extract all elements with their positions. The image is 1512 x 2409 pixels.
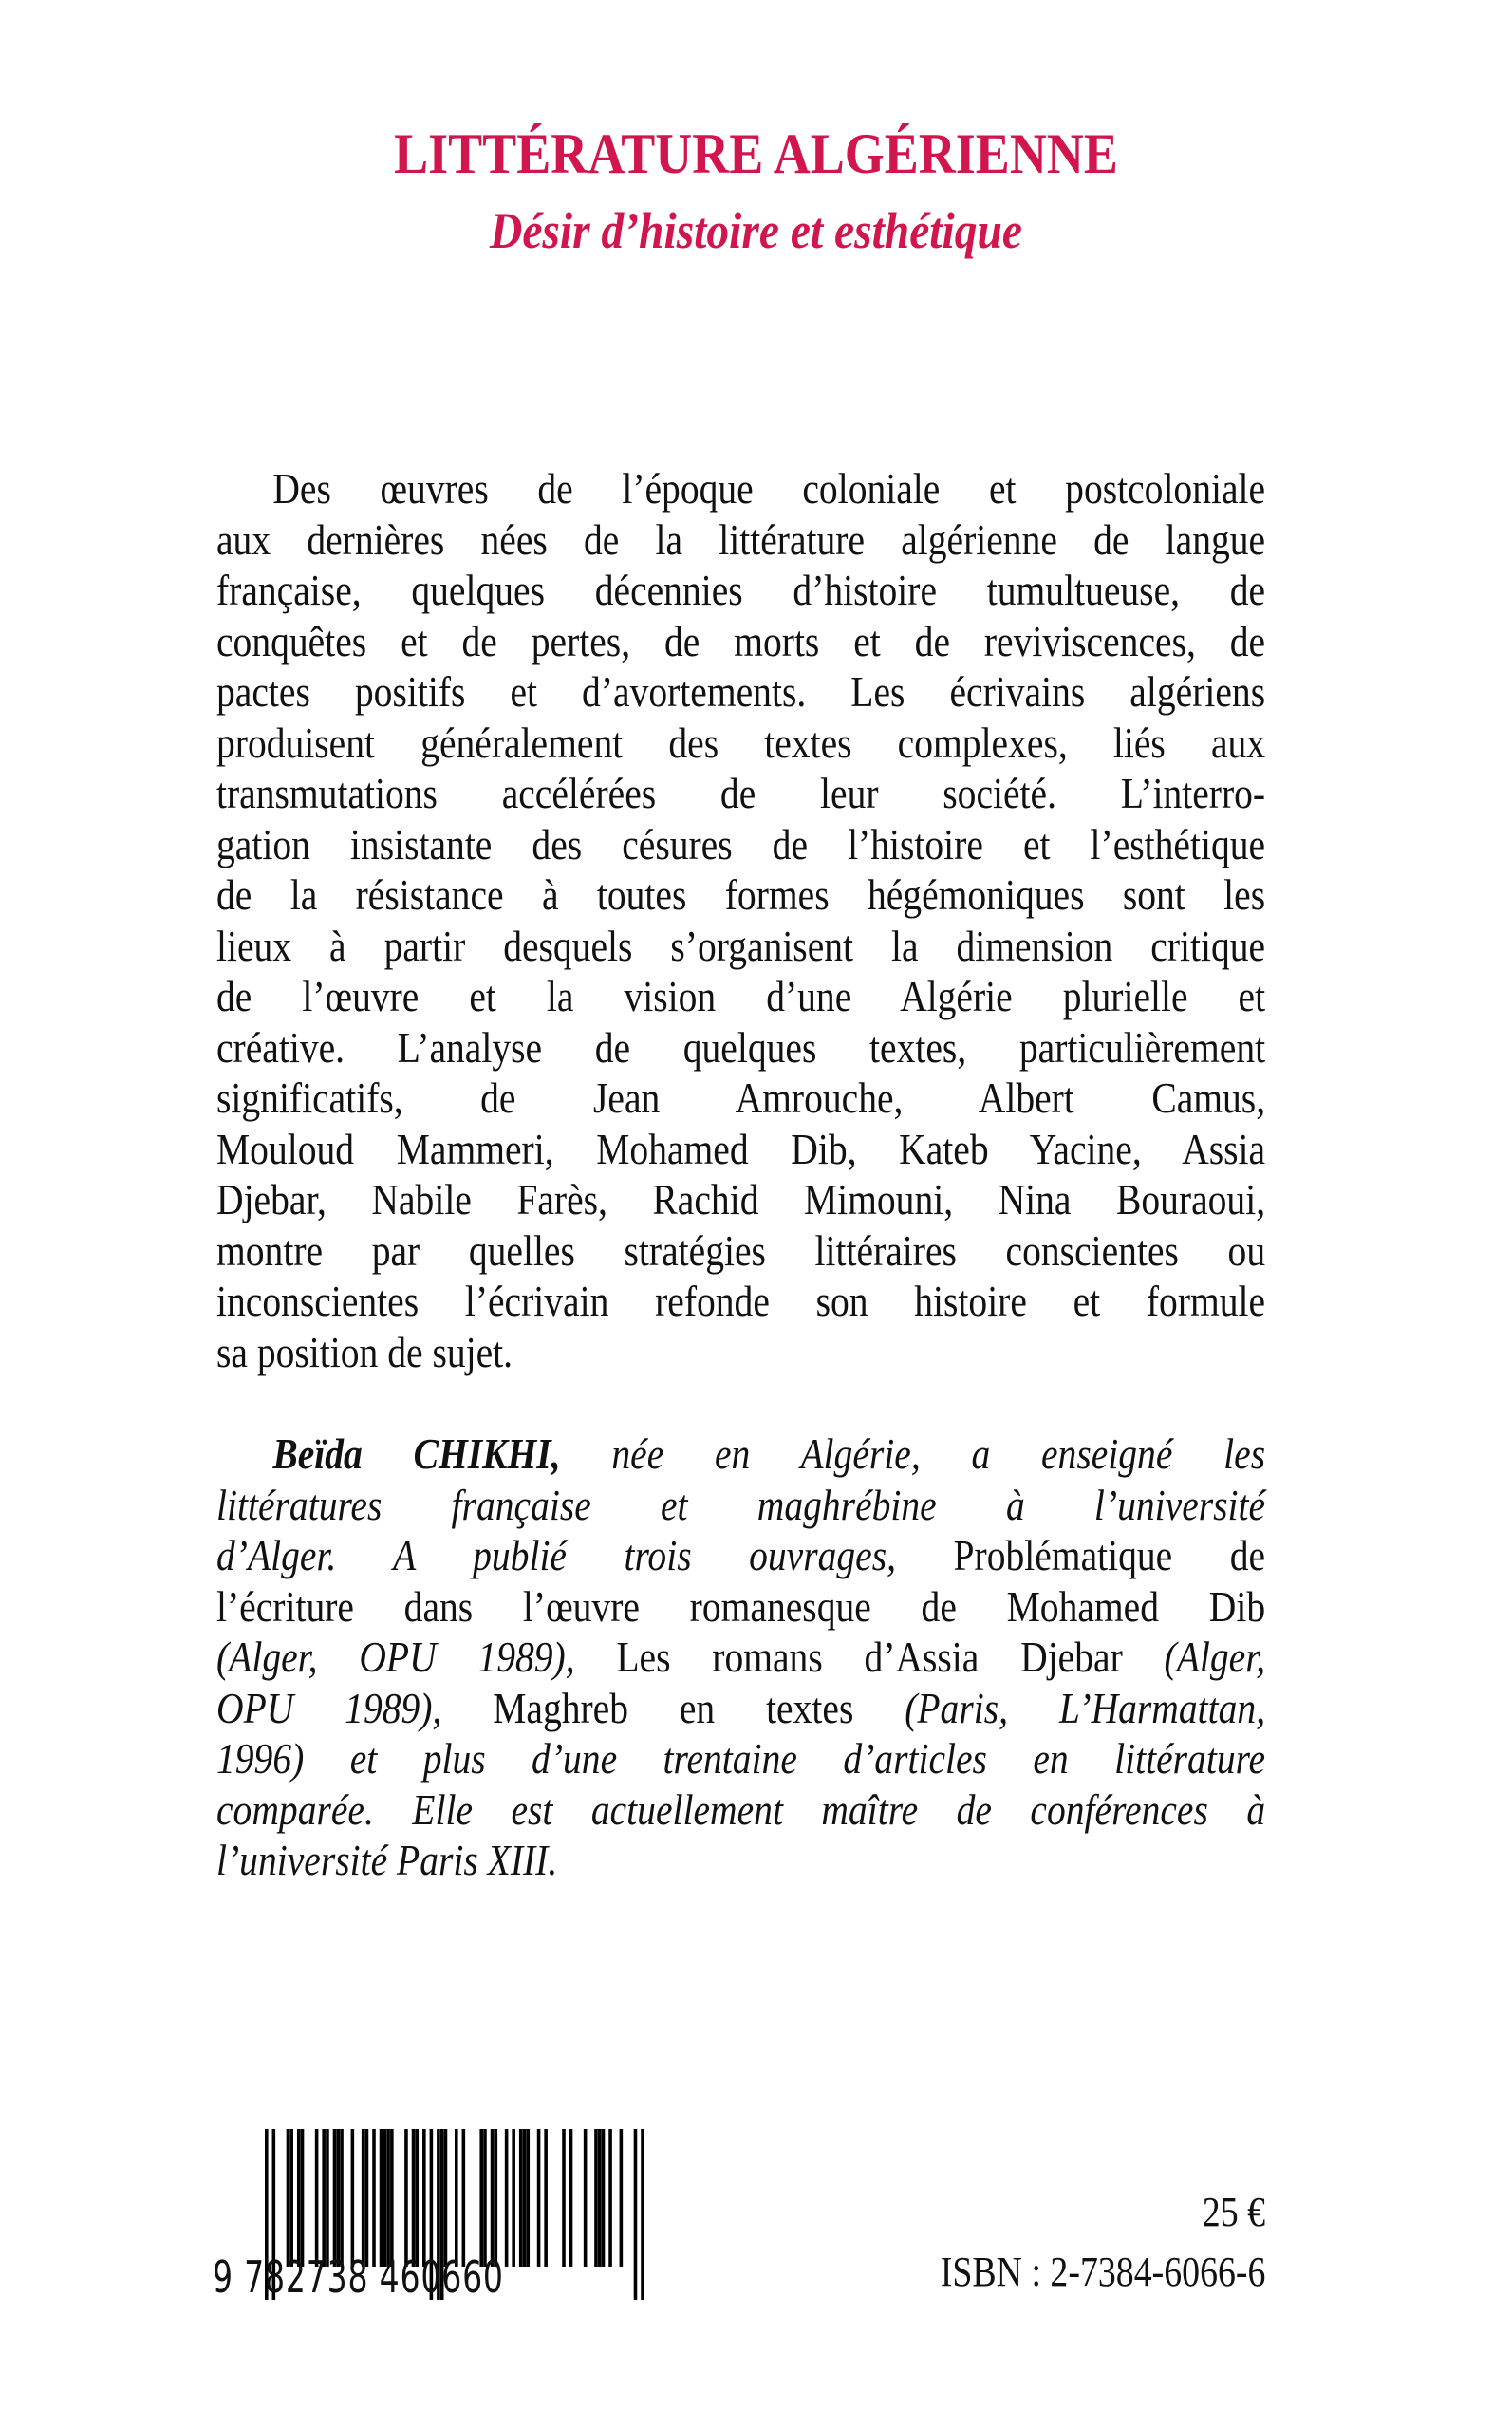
barcode-bar bbox=[383, 2129, 387, 2267]
barcode-bar bbox=[315, 2129, 319, 2267]
price: 25 € bbox=[1202, 2189, 1265, 2235]
barcode-bar bbox=[336, 2129, 340, 2267]
bio-text-segment: OPU 1989), bbox=[216, 1683, 442, 1732]
summary-line: inconscientes l’écrivain refonde son histoire et formule bbox=[216, 1277, 1266, 1325]
barcode-bar bbox=[544, 2129, 548, 2267]
barcode-digits: 9 782738 460660 bbox=[213, 2251, 504, 2303]
bio-line bbox=[216, 1429, 1265, 1480]
bio-line bbox=[216, 1530, 1265, 1581]
barcode-bar bbox=[519, 2129, 523, 2267]
bio-line bbox=[216, 1835, 1265, 1886]
barcode-bar bbox=[322, 2129, 326, 2267]
summary-line: pactes positifs et d’avortements. Les écrivains algériens bbox=[216, 667, 1266, 716]
book-reference: l’écriture dans l’œuvre romanesque de Mohamed Dib bbox=[216, 1581, 1266, 1631]
barcode-bar bbox=[287, 2129, 290, 2267]
summary-line: Djebar, Nabile Farès, Rachid Mimouni, Nina Bouraoui, bbox=[216, 1175, 1266, 1223]
book-subtitle: Désir d’histoire et esthétique bbox=[490, 202, 1022, 259]
bio-text-segment: 1996) et plus d’une trentaine d’articles en littérature bbox=[216, 1734, 1266, 1783]
barcode-bar bbox=[455, 2129, 458, 2267]
barcode-bar bbox=[444, 2129, 448, 2267]
bio-text-segment: comparée. Elle est actuellement maître de conférences à bbox=[216, 1784, 1266, 1834]
barcode-bar bbox=[372, 2129, 376, 2267]
barcode-bar bbox=[326, 2129, 329, 2267]
book-reference: Maghreb en textes bbox=[441, 1683, 905, 1732]
barcode-bar bbox=[495, 2129, 498, 2267]
barcode-bar bbox=[340, 2129, 344, 2267]
barcode-bar bbox=[479, 2129, 483, 2267]
barcode-bar bbox=[537, 2129, 541, 2267]
summary-line: produisent généralement des textes complexes, liés aux bbox=[216, 718, 1266, 767]
summary-line: Des œuvres de l’époque coloniale et postcoloniale bbox=[272, 464, 1266, 513]
summary-line: conquêtes et de pertes, de morts et de reviviscences, de bbox=[216, 616, 1266, 665]
barcode-bar bbox=[422, 2129, 426, 2267]
summary-line: sa position de sujet. bbox=[216, 1327, 513, 1376]
barcode-bar bbox=[505, 2129, 509, 2267]
barcode-bar bbox=[569, 2129, 573, 2267]
barcode-bar bbox=[365, 2129, 369, 2267]
bio-text-segment: l’université Paris XIII. bbox=[216, 1836, 558, 1884]
author-name: Beïda CHIKHI, bbox=[272, 1429, 561, 1478]
summary-line: lieux à partir desquels s’organisent la dimension critique bbox=[216, 921, 1266, 970]
summary-line: aux dernières nées de la littérature algérienne de langue bbox=[216, 514, 1266, 564]
bio-line bbox=[216, 1784, 1265, 1836]
barcode-bar bbox=[351, 2129, 355, 2267]
barcode-bar bbox=[380, 2129, 383, 2267]
barcode-bar bbox=[297, 2129, 301, 2267]
bio-line bbox=[216, 1632, 1265, 1683]
barcode-bar bbox=[512, 2129, 515, 2267]
summary-line: significatifs, de Jean Amrouche, Albert Camus, bbox=[216, 1074, 1266, 1122]
barcode-bar bbox=[362, 2129, 365, 2267]
barcode-bar bbox=[641, 2129, 644, 2300]
summary-line: gation insistante des césures de l’histoire et l’esthétique bbox=[216, 819, 1266, 868]
summary-line: Mouloud Mammeri, Mohamed Dib, Kateb Yacine, Assia bbox=[216, 1124, 1266, 1173]
barcode-bar bbox=[483, 2129, 487, 2267]
book-title: LITTÉRATURE ALGÉRIENNE bbox=[394, 122, 1118, 185]
bio-text-segment: née en Algérie, a enseigné les bbox=[560, 1429, 1266, 1478]
barcode-bar bbox=[412, 2129, 416, 2267]
bio-line bbox=[216, 1480, 1265, 1531]
bio-line bbox=[216, 1683, 1265, 1734]
bio-text-segment: (Alger, OPU 1989), bbox=[216, 1633, 575, 1681]
barcode-bar bbox=[526, 2129, 530, 2267]
summary-line: transmutations accélérées de leur société. L’interro- bbox=[216, 769, 1266, 817]
summary-line: de la résistance à toutes formes hégémoniques sont les bbox=[216, 870, 1266, 919]
bio-line bbox=[216, 1733, 1265, 1784]
bio-text-segment: d’Alger. A publié trois ouvrages, bbox=[216, 1531, 954, 1579]
barcode-bar bbox=[523, 2129, 527, 2267]
summary-line: montre par quelles stratégies littéraires conscientes ou bbox=[216, 1225, 1266, 1275]
barcode-bar bbox=[602, 2129, 606, 2267]
barcode-bar bbox=[562, 2129, 566, 2267]
summary-line: de l’œuvre et la vision d’une Algérie plurielle et bbox=[216, 972, 1266, 1020]
isbn: ISBN : 2-7384-6066-6 bbox=[940, 2249, 1265, 2295]
book-reference: Problématique de bbox=[953, 1531, 1266, 1579]
barcode-bar bbox=[594, 2129, 598, 2267]
book-reference: Les romans d’Assia Djebar bbox=[574, 1633, 1165, 1681]
barcode-bar bbox=[415, 2129, 419, 2267]
summary-paragraph bbox=[216, 463, 1265, 1377]
barcode-bar bbox=[462, 2129, 466, 2267]
barcode-bar bbox=[620, 2129, 624, 2267]
barcode-bar bbox=[333, 2129, 337, 2267]
bio-text-segment: (Alger, bbox=[1164, 1633, 1266, 1681]
barcode-bar bbox=[390, 2129, 394, 2267]
barcode-bar bbox=[289, 2129, 293, 2267]
author-bio-paragraph bbox=[216, 1429, 1265, 1886]
barcode-bar bbox=[491, 2129, 495, 2267]
barcode-bar bbox=[634, 2129, 638, 2300]
bio-text-segment: (Paris, L’Harmattan, bbox=[905, 1683, 1266, 1732]
barcode-bar bbox=[598, 2129, 602, 2267]
bio-text-segment: littératures française et maghrébine à l’université bbox=[216, 1480, 1266, 1529]
barcode-bar bbox=[301, 2129, 305, 2267]
barcode-bar bbox=[608, 2129, 612, 2267]
barcode-bar bbox=[404, 2129, 408, 2267]
summary-line: française, quelques décennies d’histoire tumultueuse, de bbox=[216, 566, 1266, 614]
summary-line: créative. L’analyse de quelques textes, particulièrement bbox=[216, 1022, 1266, 1072]
bio-line bbox=[216, 1581, 1265, 1633]
barcode-bar bbox=[584, 2129, 588, 2267]
barcode-bar bbox=[386, 2129, 390, 2267]
